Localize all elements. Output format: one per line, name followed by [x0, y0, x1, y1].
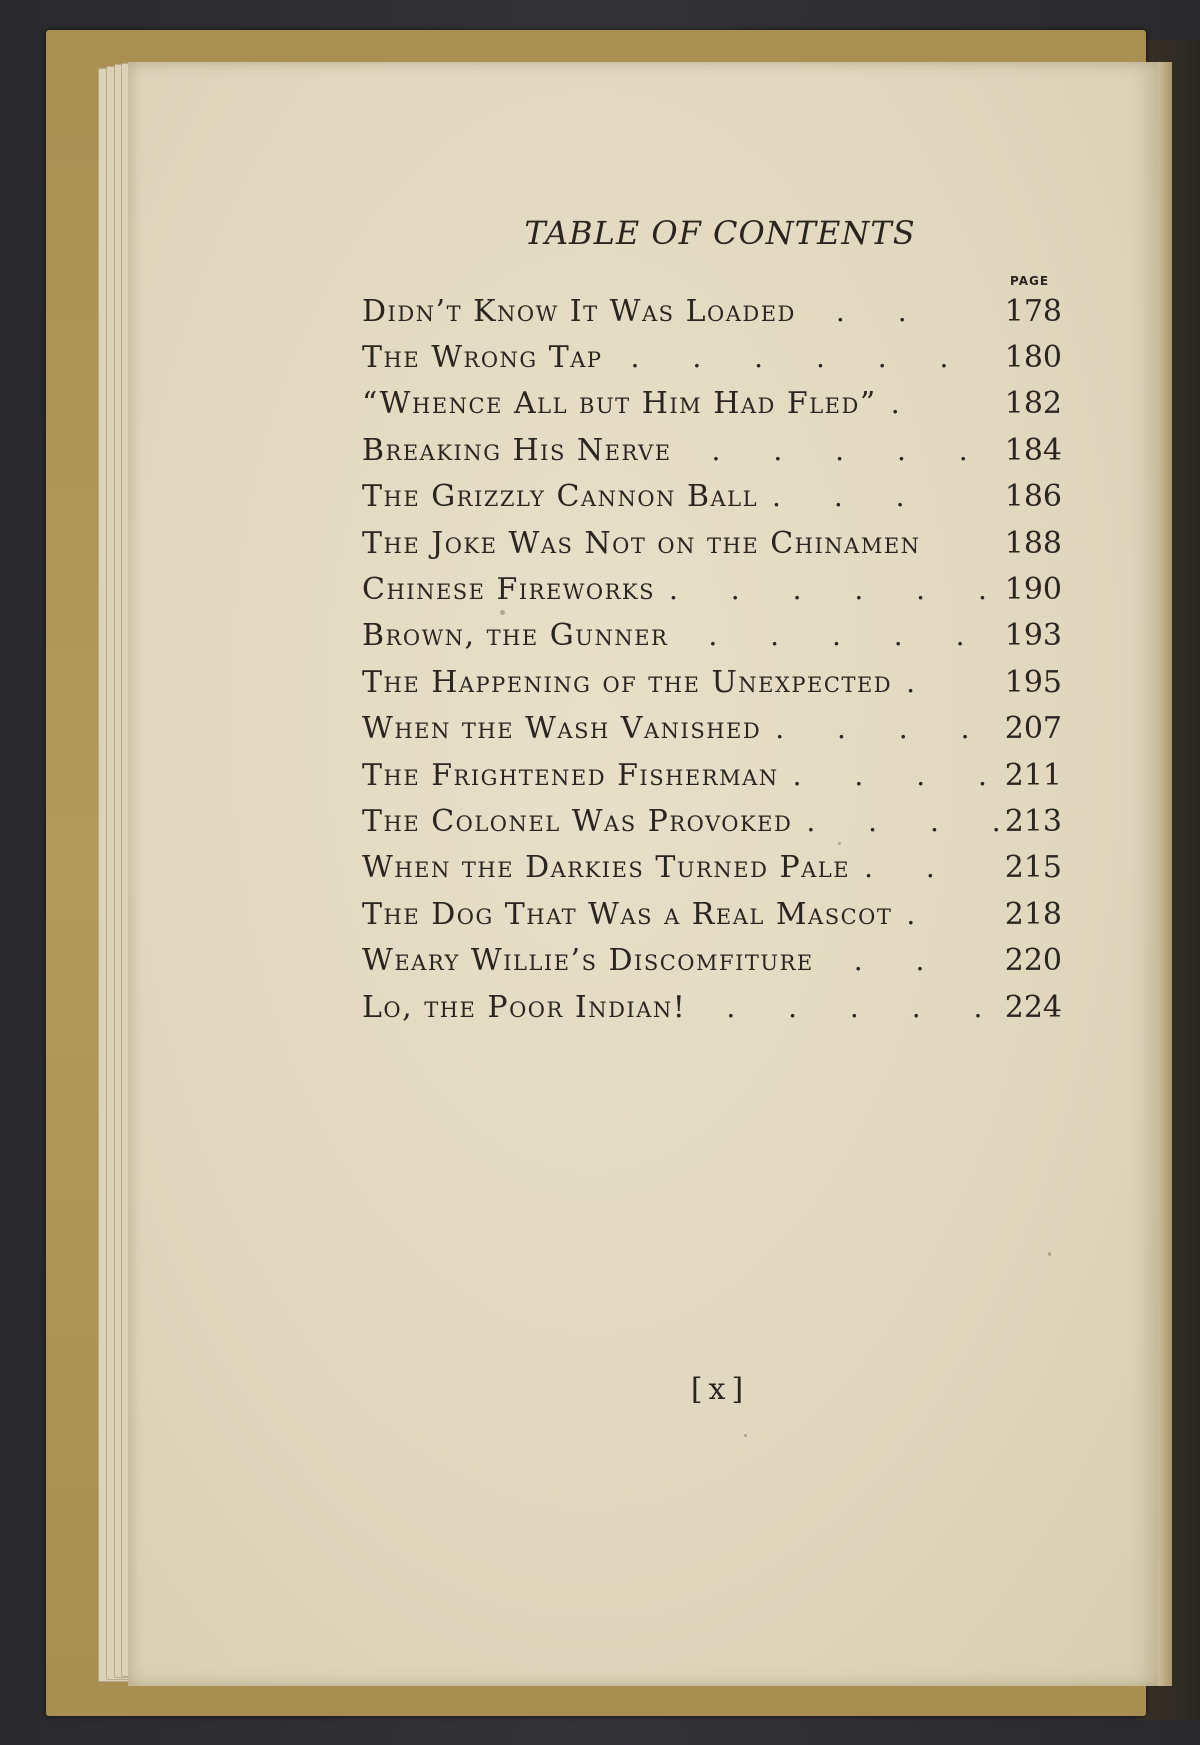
toc-entry-page: 182 — [1004, 386, 1062, 422]
toc-entry-title: The Colonel Was Provoked — [362, 803, 793, 839]
paper-speck — [1048, 1252, 1051, 1256]
toc-entry-title: When the Wash Vanished — [362, 711, 762, 747]
toc-entry-page: 184 — [1004, 432, 1062, 468]
toc-list — [362, 288, 1062, 1030]
toc-entry-title: When the Darkies Turned Pale — [362, 850, 851, 886]
toc-entry — [362, 613, 1062, 659]
toc-entry-page: 224 — [1004, 989, 1062, 1025]
toc-entry-leader: . . — [853, 944, 947, 978]
toc-entry-page: 220 — [1004, 943, 1062, 979]
toc-entry-title: The Grizzly Cannon Ball — [362, 479, 759, 515]
toc-entry-leader: . . . . — [775, 712, 992, 746]
toc-entry-page: 186 — [1004, 479, 1062, 515]
toc-entry — [362, 427, 1062, 473]
toc-entry — [362, 752, 1062, 798]
toc-entry — [362, 984, 1062, 1030]
toc-entry-page: 213 — [1004, 803, 1062, 839]
toc-entry — [362, 845, 1062, 891]
toc-entry-page: 215 — [1004, 850, 1062, 886]
page-gutter-shadow — [1158, 62, 1172, 1686]
toc-entry-leader: . — [890, 387, 922, 421]
toc-entry-leader: . . . . . — [711, 433, 990, 467]
toc-entry — [362, 381, 1062, 427]
toc-entry — [362, 334, 1062, 380]
toc-entry-title: Weary Willie’s Discomfiture — [362, 943, 814, 979]
toc-entry-leader: . — [906, 665, 938, 699]
toc-entry-leader: . . . . . — [708, 619, 987, 653]
toc-entry-title: Lo, the Poor Indian! — [362, 989, 687, 1025]
toc-entry — [362, 798, 1062, 844]
toc-entry-page: 207 — [1004, 711, 1062, 747]
toc-entry — [362, 474, 1062, 520]
page-title: TABLE OF CONTENTS — [524, 214, 916, 252]
toc-entry-page: 211 — [1004, 757, 1062, 793]
toc-entry-leader: . . — [864, 851, 957, 885]
toc-entry-title: The Dog That Was a Real Mascot — [362, 896, 893, 932]
toc-entry-title: The Frightened Fisherman — [362, 757, 779, 793]
toc-entry-title: The Joke Was Not on the Chinamen — [362, 525, 921, 561]
toc-entry-title: The Wrong Tap — [362, 340, 603, 376]
toc-entry-leader: . . . — [772, 480, 927, 514]
toc-entry — [362, 566, 1062, 612]
toc-entry-leader: . . . . . — [726, 990, 1005, 1024]
toc-entry-page: 188 — [1004, 525, 1062, 561]
toc-entry-leader: . — [906, 897, 938, 931]
toc-entry-title: “Whence All but Him Had Fled” — [362, 386, 877, 422]
toc-entry-page: 195 — [1004, 664, 1062, 700]
page-folio: [x] — [690, 1372, 750, 1407]
toc-entry-title: Breaking His Nerve — [362, 432, 672, 468]
toc-entry-leader: . . — [835, 294, 929, 328]
toc-entry-leader: . . . . . . — [630, 341, 971, 375]
toc-entry-leader: . . . . — [806, 804, 1023, 838]
toc-entry-page: 193 — [1004, 618, 1062, 654]
toc-entry — [362, 706, 1062, 752]
toc-entry-leader: . . . . — [792, 758, 1009, 792]
toc-entry-page: 180 — [1004, 340, 1062, 376]
toc-entry-title: Chinese Fireworks — [362, 572, 655, 608]
toc-entry — [362, 891, 1062, 937]
toc-entry — [362, 659, 1062, 705]
toc-entry-title: Didn’t Know It Was Loaded — [362, 293, 796, 329]
toc-entry-page: 218 — [1004, 896, 1062, 932]
toc-entry — [362, 937, 1062, 983]
toc-entry-title: The Happening of the Unexpected — [362, 664, 893, 700]
page-column-label: PAGE — [1010, 274, 1050, 288]
toc-entry — [362, 520, 1062, 566]
toc-entry-page: 190 — [1004, 572, 1062, 608]
toc-entry-page: 178 — [1004, 293, 1062, 329]
toc-entry-title: Brown, the Gunner — [362, 618, 669, 654]
toc-entry — [362, 288, 1062, 334]
toc-entry-leader: . . . . . . — [668, 573, 1009, 607]
paper-speck — [744, 1434, 747, 1437]
